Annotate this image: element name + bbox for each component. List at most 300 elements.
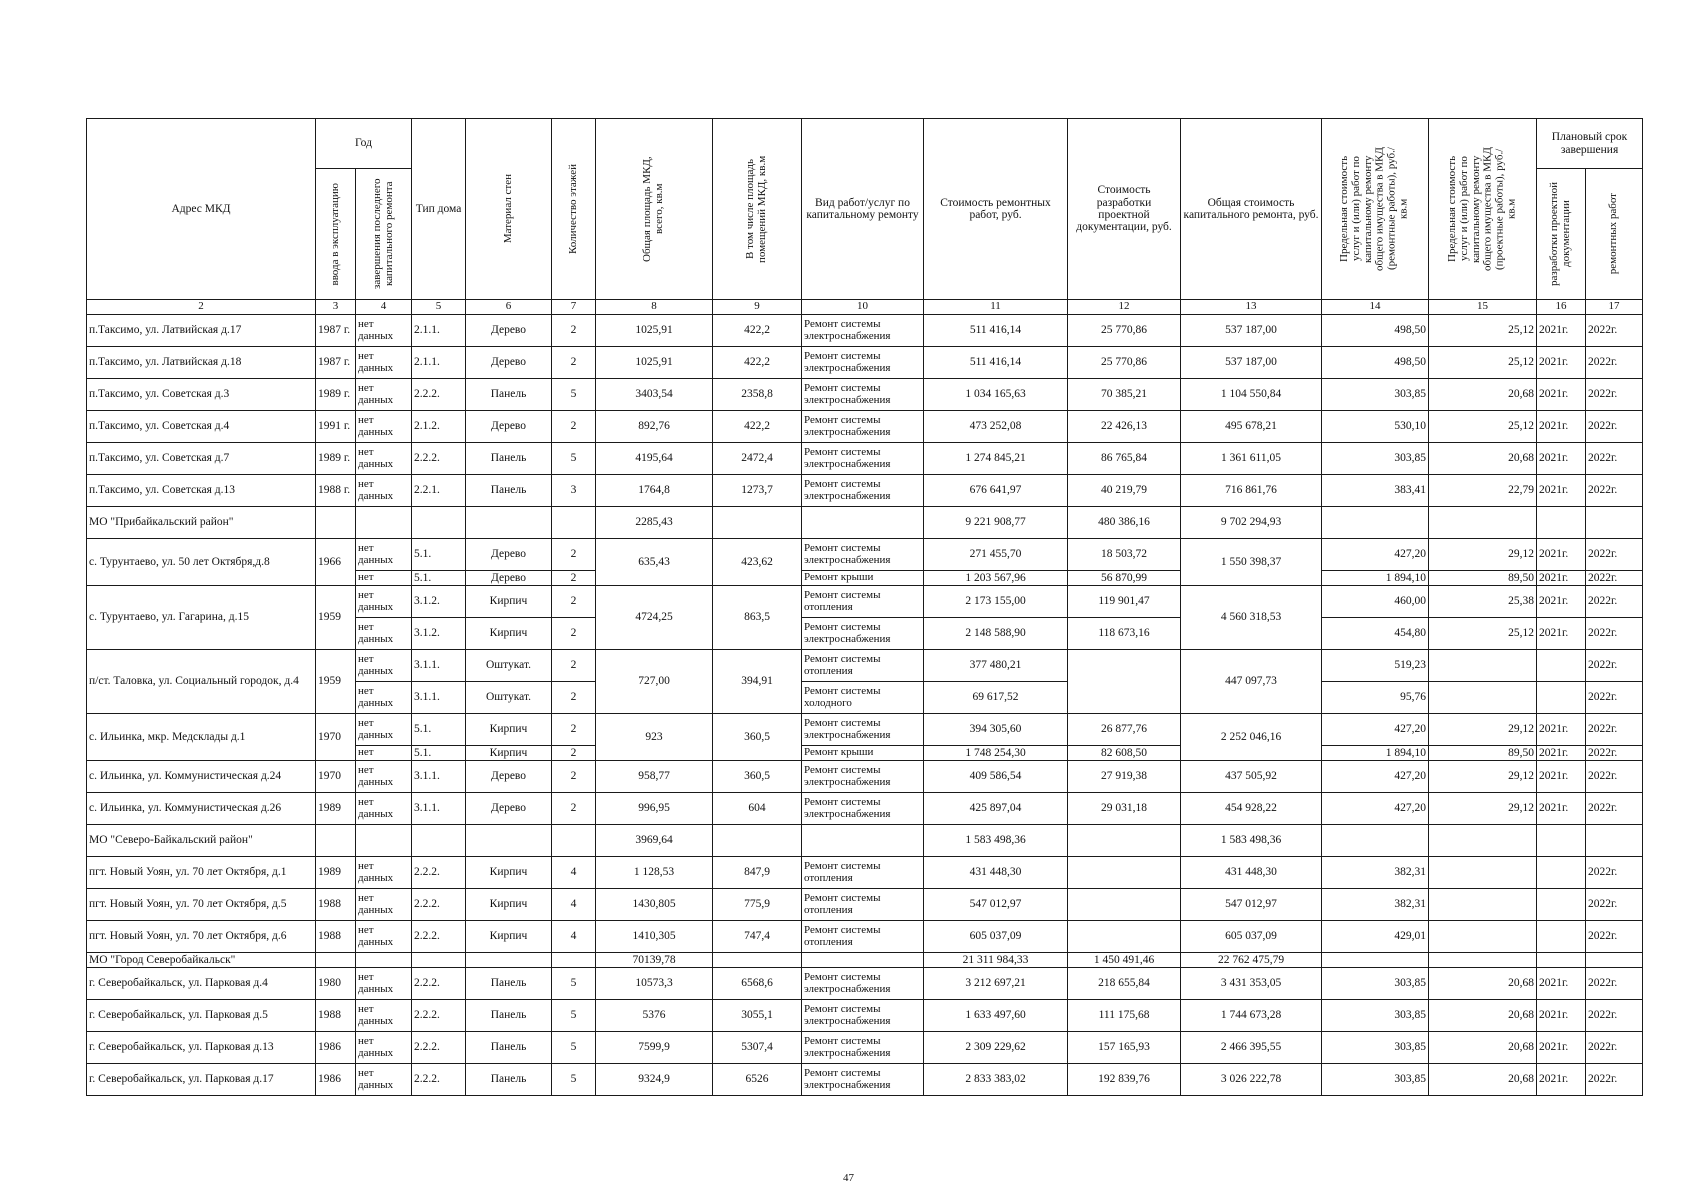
repair-cost-cell: 377 480,21 (924, 650, 1068, 682)
empty-cell (1429, 507, 1537, 539)
deadline-design-cell: 2021г. (1537, 968, 1586, 1000)
floors-cell: 2 (552, 761, 596, 793)
year-commission-cell: 1989 г. (316, 443, 356, 475)
design-cost-cell (1068, 921, 1181, 953)
header-total-area: Общая площадь МКД, всего, кв.м (596, 119, 713, 300)
limit-design-cell: 20,68 (1429, 1000, 1537, 1032)
empty-cell (1429, 825, 1537, 857)
address-cell: п.Таксимо, ул. Советская д.7 (87, 443, 316, 475)
wall-material-cell: Кирпич (466, 586, 552, 618)
premises-area-cell: 1273,7 (713, 475, 802, 507)
address-cell: п.Таксимо, ул. Советская д.4 (87, 411, 316, 443)
design-cost-cell: 70 385,21 (1068, 379, 1181, 411)
repair-cost-cell: 2 148 588,90 (924, 618, 1068, 650)
year-last-repair-cell: нет данных (356, 968, 412, 1000)
header-premises-area: В том числе площадь помещений МКД, кв.м (713, 119, 802, 300)
empty-cell (552, 825, 596, 857)
column-number: 10 (802, 300, 924, 315)
design-cost-cell: 18 503,72 (1068, 539, 1181, 571)
repair-cost-cell: 1 748 254,30 (924, 746, 1068, 761)
wall-material-cell: Дерево (466, 347, 552, 379)
repair-cost-cell: 271 455,70 (924, 539, 1068, 571)
empty-cell (802, 953, 924, 968)
wall-material-cell: Кирпич (466, 746, 552, 761)
premises-area-cell: 6526 (713, 1064, 802, 1096)
design-cost-cell: 25 770,86 (1068, 315, 1181, 347)
limit-repair-cell: 460,00 (1322, 586, 1429, 618)
table-row (87, 793, 1643, 825)
house-type-cell: 2.1.1. (412, 315, 466, 347)
address-cell: г. Северобайкальск, ул. Парковая д.5 (87, 1000, 316, 1032)
address-cell: с. Ильинка, мкр. Медсклады д.1 (87, 714, 316, 761)
deadline-repair-cell: 2022г. (1586, 379, 1643, 411)
premises-area-cell: 423,62 (713, 539, 802, 586)
empty-cell (466, 953, 552, 968)
table-row (87, 1032, 1643, 1064)
work-type-cell: Ремонт системы электроснабжения (802, 475, 924, 507)
limit-design-cell: 25,12 (1429, 411, 1537, 443)
address-cell: пгт. Новый Уоян, ул. 70 лет Октября, д.6 (87, 921, 316, 953)
design-cost-cell: 119 901,47 (1068, 586, 1181, 618)
total-area-cell: 892,76 (596, 411, 713, 443)
work-type-cell: Ремонт системы электроснабжения (802, 1000, 924, 1032)
repair-cost-cell: 2 833 383,02 (924, 1064, 1068, 1096)
wall-material-cell: Оштукат. (466, 682, 552, 714)
premises-area-cell: 604 (713, 793, 802, 825)
deadline-repair-cell: 2022г. (1586, 682, 1643, 714)
deadline-design-cell: 2021г. (1537, 539, 1586, 571)
column-number: 3 (316, 300, 356, 315)
limit-design-cell (1429, 889, 1537, 921)
work-type-cell: Ремонт системы электроснабжения (802, 761, 924, 793)
section-repair-cost: 9 221 908,77 (924, 507, 1068, 539)
deadline-design-cell: 2021г. (1537, 379, 1586, 411)
deadline-repair-cell: 2022г. (1586, 889, 1643, 921)
column-number: 15 (1429, 300, 1537, 315)
empty-cell (1586, 507, 1643, 539)
total-cost-cell: 1 550 398,37 (1181, 539, 1322, 586)
empty-cell (1322, 507, 1429, 539)
year-commission-cell: 1966 (316, 539, 356, 586)
year-commission-cell: 1989 г. (316, 379, 356, 411)
total-area-cell: 727,00 (596, 650, 713, 714)
address-cell: с. Ильинка, ул. Коммунистическая д.26 (87, 793, 316, 825)
address-cell: с. Турунтаево, ул. 50 лет Октября,д.8 (87, 539, 316, 586)
deadline-design-cell: 2021г. (1537, 315, 1586, 347)
deadline-repair-cell: 2022г. (1586, 475, 1643, 507)
floors-cell: 5 (552, 1032, 596, 1064)
house-type-cell: 2.2.2. (412, 1064, 466, 1096)
total-area-cell: 958,77 (596, 761, 713, 793)
limit-design-cell: 20,68 (1429, 443, 1537, 475)
year-last-repair-cell: нет данных (356, 315, 412, 347)
total-cost-cell: 605 037,09 (1181, 921, 1322, 953)
total-cost-cell: 1 104 550,84 (1181, 379, 1322, 411)
work-type-cell: Ремонт системы холодного (802, 682, 924, 714)
table-row (87, 1000, 1643, 1032)
total-area-cell: 5376 (596, 1000, 713, 1032)
repair-cost-cell: 676 641,97 (924, 475, 1068, 507)
limit-repair-cell: 383,41 (1322, 475, 1429, 507)
total-cost-cell: 3 431 353,05 (1181, 968, 1322, 1000)
total-cost-cell: 4 560 318,53 (1181, 586, 1322, 650)
year-last-repair-cell: нет (356, 746, 412, 761)
floors-cell: 5 (552, 1000, 596, 1032)
deadline-design-cell: 2021г. (1537, 746, 1586, 761)
repair-cost-cell: 431 448,30 (924, 857, 1068, 889)
empty-cell (1586, 953, 1643, 968)
column-number: 4 (356, 300, 412, 315)
deadline-repair-cell: 2022г. (1586, 761, 1643, 793)
year-commission-cell: 1988 (316, 889, 356, 921)
wall-material-cell: Панель (466, 1064, 552, 1096)
deadline-design-cell: 2021г. (1537, 714, 1586, 746)
work-type-cell: Ремонт системы отопления (802, 921, 924, 953)
floors-cell: 2 (552, 746, 596, 761)
section-row (87, 507, 1643, 539)
limit-design-cell: 20,68 (1429, 379, 1537, 411)
year-commission-cell: 1970 (316, 714, 356, 761)
repair-cost-cell: 409 586,54 (924, 761, 1068, 793)
design-cost-cell: 192 839,76 (1068, 1064, 1181, 1096)
header-deadline-repair: ремонтных работ (1586, 169, 1643, 300)
deadline-repair-cell: 2022г. (1586, 571, 1643, 586)
limit-repair-cell: 427,20 (1322, 761, 1429, 793)
address-cell: п/ст. Таловка, ул. Социальный городок, д.4 (87, 650, 316, 714)
year-commission-cell: 1989 (316, 793, 356, 825)
work-type-cell: Ремонт системы отопления (802, 650, 924, 682)
deadline-design-cell: 2021г. (1537, 443, 1586, 475)
year-last-repair-cell: нет данных (356, 586, 412, 618)
design-cost-cell: 26 877,76 (1068, 714, 1181, 746)
premises-area-cell: 394,91 (713, 650, 802, 714)
empty-cell (356, 953, 412, 968)
limit-repair-cell: 1 894,10 (1322, 746, 1429, 761)
limit-design-cell: 89,50 (1429, 746, 1537, 761)
design-cost-cell: 111 175,68 (1068, 1000, 1181, 1032)
section-total-area: 70139,78 (596, 953, 713, 968)
table-row (87, 379, 1643, 411)
repair-program-table (86, 118, 1643, 1096)
column-number: 2 (87, 300, 316, 315)
table-row (87, 650, 1643, 682)
premises-area-cell: 2472,4 (713, 443, 802, 475)
limit-repair-cell: 427,20 (1322, 714, 1429, 746)
total-area-cell: 923 (596, 714, 713, 761)
wall-material-cell: Дерево (466, 411, 552, 443)
deadline-design-cell: 2021г. (1537, 1000, 1586, 1032)
section-design-cost: 480 386,16 (1068, 507, 1181, 539)
work-type-cell: Ремонт системы электроснабжения (802, 714, 924, 746)
empty-cell (316, 825, 356, 857)
deadline-repair-cell: 2022г. (1586, 586, 1643, 618)
column-number: 7 (552, 300, 596, 315)
repair-cost-cell: 1 034 165,63 (924, 379, 1068, 411)
column-number: 9 (713, 300, 802, 315)
floors-cell: 2 (552, 650, 596, 682)
total-area-cell: 7599,9 (596, 1032, 713, 1064)
table-row (87, 411, 1643, 443)
year-commission-cell: 1986 (316, 1032, 356, 1064)
table-row (87, 443, 1643, 475)
address-cell: п.Таксимо, ул. Советская д.3 (87, 379, 316, 411)
header-year-group: Год (316, 119, 412, 169)
year-last-repair-cell: нет данных (356, 347, 412, 379)
repair-cost-cell: 425 897,04 (924, 793, 1068, 825)
premises-area-cell: 6568,6 (713, 968, 802, 1000)
house-type-cell: 2.2.2. (412, 1000, 466, 1032)
wall-material-cell: Панель (466, 443, 552, 475)
deadline-repair-cell: 2022г. (1586, 857, 1643, 889)
design-cost-cell: 56 870,99 (1068, 571, 1181, 586)
deadline-repair-cell: 2022г. (1586, 921, 1643, 953)
repair-cost-cell: 511 416,14 (924, 315, 1068, 347)
deadline-design-cell (1537, 921, 1586, 953)
floors-cell: 2 (552, 539, 596, 571)
deadline-repair-cell: 2022г. (1586, 1000, 1643, 1032)
empty-cell (802, 825, 924, 857)
empty-cell (1322, 825, 1429, 857)
deadline-repair-cell: 2022г. (1586, 714, 1643, 746)
column-number: 14 (1322, 300, 1429, 315)
house-type-cell: 2.2.2. (412, 443, 466, 475)
wall-material-cell: Панель (466, 379, 552, 411)
limit-repair-cell: 427,20 (1322, 793, 1429, 825)
empty-cell (713, 953, 802, 968)
empty-cell (1586, 825, 1643, 857)
year-last-repair-cell: нет данных (356, 1000, 412, 1032)
limit-design-cell: 29,12 (1429, 761, 1537, 793)
section-design-cost (1068, 825, 1181, 857)
section-repair-cost: 21 311 984,33 (924, 953, 1068, 968)
header-house-type: Тип дома (412, 119, 466, 300)
house-type-cell: 2.2.2. (412, 857, 466, 889)
year-commission-cell: 1980 (316, 968, 356, 1000)
limit-repair-cell: 530,10 (1322, 411, 1429, 443)
design-cost-cell: 118 673,16 (1068, 618, 1181, 650)
total-cost-cell: 1 361 611,05 (1181, 443, 1322, 475)
section-name: МО "Северо-Байкальский район" (87, 825, 316, 857)
design-cost-cell: 22 426,13 (1068, 411, 1181, 443)
empty-cell (552, 953, 596, 968)
year-last-repair-cell: нет данных (356, 539, 412, 571)
premises-area-cell: 775,9 (713, 889, 802, 921)
premises-area-cell: 747,4 (713, 921, 802, 953)
limit-repair-cell: 303,85 (1322, 443, 1429, 475)
design-cost-cell: 40 219,79 (1068, 475, 1181, 507)
year-commission-cell: 1986 (316, 1064, 356, 1096)
design-cost-cell: 218 655,84 (1068, 968, 1181, 1000)
total-cost-cell: 437 505,92 (1181, 761, 1322, 793)
year-last-repair-cell: нет данных (356, 1064, 412, 1096)
work-type-cell: Ремонт системы отопления (802, 586, 924, 618)
deadline-repair-cell: 2022г. (1586, 1032, 1643, 1064)
total-cost-cell: 537 187,00 (1181, 347, 1322, 379)
header-deadline-design: разработки проектной документации (1537, 169, 1586, 300)
limit-design-cell: 25,38 (1429, 586, 1537, 618)
deadline-design-cell (1537, 650, 1586, 682)
empty-cell (356, 507, 412, 539)
deadline-design-cell: 2021г. (1537, 586, 1586, 618)
total-area-cell: 10573,3 (596, 968, 713, 1000)
floors-cell: 3 (552, 475, 596, 507)
limit-design-cell: 25,12 (1429, 315, 1537, 347)
year-last-repair-cell: нет данных (356, 1032, 412, 1064)
total-cost-cell: 454 928,22 (1181, 793, 1322, 825)
column-number: 11 (924, 300, 1068, 315)
limit-design-cell: 20,68 (1429, 1064, 1537, 1096)
year-commission-cell: 1988 г. (316, 475, 356, 507)
work-type-cell: Ремонт крыши (802, 571, 924, 586)
repair-cost-cell: 547 012,97 (924, 889, 1068, 921)
deadline-design-cell: 2021г. (1537, 761, 1586, 793)
design-cost-cell: 27 919,38 (1068, 761, 1181, 793)
wall-material-cell: Кирпич (466, 714, 552, 746)
total-cost-cell: 2 466 395,55 (1181, 1032, 1322, 1064)
design-cost-cell: 29 031,18 (1068, 793, 1181, 825)
page-number: 47 (843, 1172, 854, 1184)
year-commission-cell: 1987 г. (316, 347, 356, 379)
column-number: 6 (466, 300, 552, 315)
total-cost-cell: 431 448,30 (1181, 857, 1322, 889)
table-row (87, 1064, 1643, 1096)
empty-cell (316, 953, 356, 968)
wall-material-cell: Панель (466, 1000, 552, 1032)
limit-design-cell: 20,68 (1429, 1032, 1537, 1064)
year-commission-cell: 1970 (316, 761, 356, 793)
empty-cell (356, 825, 412, 857)
work-type-cell: Ремонт системы электроснабжения (802, 618, 924, 650)
repair-cost-cell: 1 633 497,60 (924, 1000, 1068, 1032)
limit-repair-cell: 303,85 (1322, 1064, 1429, 1096)
header-year-last-repair: завершения последнего капитального ремонта (356, 169, 412, 300)
limit-repair-cell: 498,50 (1322, 347, 1429, 379)
limit-repair-cell: 382,31 (1322, 889, 1429, 921)
column-number: 13 (1181, 300, 1322, 315)
address-cell: пгт. Новый Уоян, ул. 70 лет Октября, д.1 (87, 857, 316, 889)
address-cell: г. Северобайкальск, ул. Парковая д.4 (87, 968, 316, 1000)
header-floors: Количество этажей (552, 119, 596, 300)
deadline-repair-cell: 2022г. (1586, 968, 1643, 1000)
column-number: 5 (412, 300, 466, 315)
column-numbers-row (87, 300, 1643, 315)
section-name: МО "Город Северобайкальск" (87, 953, 316, 968)
deadline-design-cell (1537, 682, 1586, 714)
premises-area-cell: 863,5 (713, 586, 802, 650)
work-type-cell: Ремонт системы электроснабжения (802, 347, 924, 379)
year-last-repair-cell: нет данных (356, 475, 412, 507)
address-cell: г. Северобайкальск, ул. Парковая д.13 (87, 1032, 316, 1064)
wall-material-cell: Панель (466, 475, 552, 507)
year-last-repair-cell: нет данных (356, 714, 412, 746)
floors-cell: 5 (552, 1064, 596, 1096)
deadline-repair-cell: 2022г. (1586, 443, 1643, 475)
address-cell: с. Турунтаево, ул. Гагарина, д.15 (87, 586, 316, 650)
deadline-design-cell: 2021г. (1537, 1064, 1586, 1096)
column-number: 16 (1537, 300, 1586, 315)
limit-design-cell: 29,12 (1429, 539, 1537, 571)
limit-design-cell: 89,50 (1429, 571, 1537, 586)
section-total-area: 2285,43 (596, 507, 713, 539)
limit-repair-cell: 303,85 (1322, 1000, 1429, 1032)
header-design-cost: Стоимость разработки проектной документации, руб. (1068, 119, 1181, 300)
premises-area-cell: 422,2 (713, 411, 802, 443)
empty-cell (316, 507, 356, 539)
limit-design-cell (1429, 921, 1537, 953)
total-area-cell: 996,95 (596, 793, 713, 825)
section-repair-cost: 1 583 498,36 (924, 825, 1068, 857)
design-cost-cell: 86 765,84 (1068, 443, 1181, 475)
deadline-design-cell: 2021г. (1537, 475, 1586, 507)
total-area-cell: 9324,9 (596, 1064, 713, 1096)
work-type-cell: Ремонт системы отопления (802, 857, 924, 889)
floors-cell: 2 (552, 618, 596, 650)
year-commission-cell: 1988 (316, 921, 356, 953)
wall-material-cell: Дерево (466, 761, 552, 793)
address-cell: г. Северобайкальск, ул. Парковая д.17 (87, 1064, 316, 1096)
limit-design-cell (1429, 682, 1537, 714)
deadline-design-cell: 2021г. (1537, 793, 1586, 825)
deadline-repair-cell: 2022г. (1586, 347, 1643, 379)
floors-cell: 2 (552, 571, 596, 586)
header-address: Адрес МКД (87, 119, 316, 300)
wall-material-cell: Кирпич (466, 618, 552, 650)
premises-area-cell: 360,5 (713, 714, 802, 761)
premises-area-cell: 360,5 (713, 761, 802, 793)
repair-cost-cell: 2 173 155,00 (924, 586, 1068, 618)
design-cost-cell: 157 165,93 (1068, 1032, 1181, 1064)
work-type-cell: Ремонт системы электроснабжения (802, 793, 924, 825)
work-type-cell: Ремонт системы отопления (802, 889, 924, 921)
section-design-cost: 1 450 491,46 (1068, 953, 1181, 968)
house-type-cell: 3.1.1. (412, 761, 466, 793)
design-cost-cell (1068, 857, 1181, 889)
repair-cost-cell: 3 212 697,21 (924, 968, 1068, 1000)
total-cost-cell: 537 187,00 (1181, 315, 1322, 347)
floors-cell: 4 (552, 921, 596, 953)
work-type-cell: Ремонт системы электроснабжения (802, 539, 924, 571)
section-total-cost: 9 702 294,93 (1181, 507, 1322, 539)
year-commission-cell: 1989 (316, 857, 356, 889)
wall-material-cell: Панель (466, 1032, 552, 1064)
empty-cell (552, 507, 596, 539)
header-limit-design: Предельная стоимость услуг и (или) работ по капитальному ремонту общего имущества в МКД (проектные работы), руб./кв.м (1429, 119, 1537, 300)
house-type-cell: 2.2.2. (412, 379, 466, 411)
total-area-cell: 1430,805 (596, 889, 713, 921)
year-commission-cell: 1987 г. (316, 315, 356, 347)
house-type-cell: 5.1. (412, 539, 466, 571)
floors-cell: 4 (552, 857, 596, 889)
repair-cost-cell: 394 305,60 (924, 714, 1068, 746)
limit-repair-cell: 454,80 (1322, 618, 1429, 650)
year-commission-cell: 1959 (316, 586, 356, 650)
empty-cell (412, 953, 466, 968)
table-row (87, 714, 1643, 746)
total-cost-cell: 1 744 673,28 (1181, 1000, 1322, 1032)
wall-material-cell: Кирпич (466, 921, 552, 953)
deadline-design-cell: 2021г. (1537, 347, 1586, 379)
work-type-cell: Ремонт крыши (802, 746, 924, 761)
house-type-cell: 3.1.2. (412, 618, 466, 650)
wall-material-cell: Панель (466, 968, 552, 1000)
total-area-cell: 4724,25 (596, 586, 713, 650)
empty-cell (1537, 953, 1586, 968)
column-number: 12 (1068, 300, 1181, 315)
header-repair-cost: Стоимость ремонтных работ, руб. (924, 119, 1068, 300)
work-type-cell: Ремонт системы электроснабжения (802, 315, 924, 347)
wall-material-cell: Дерево (466, 539, 552, 571)
premises-area-cell: 5307,4 (713, 1032, 802, 1064)
